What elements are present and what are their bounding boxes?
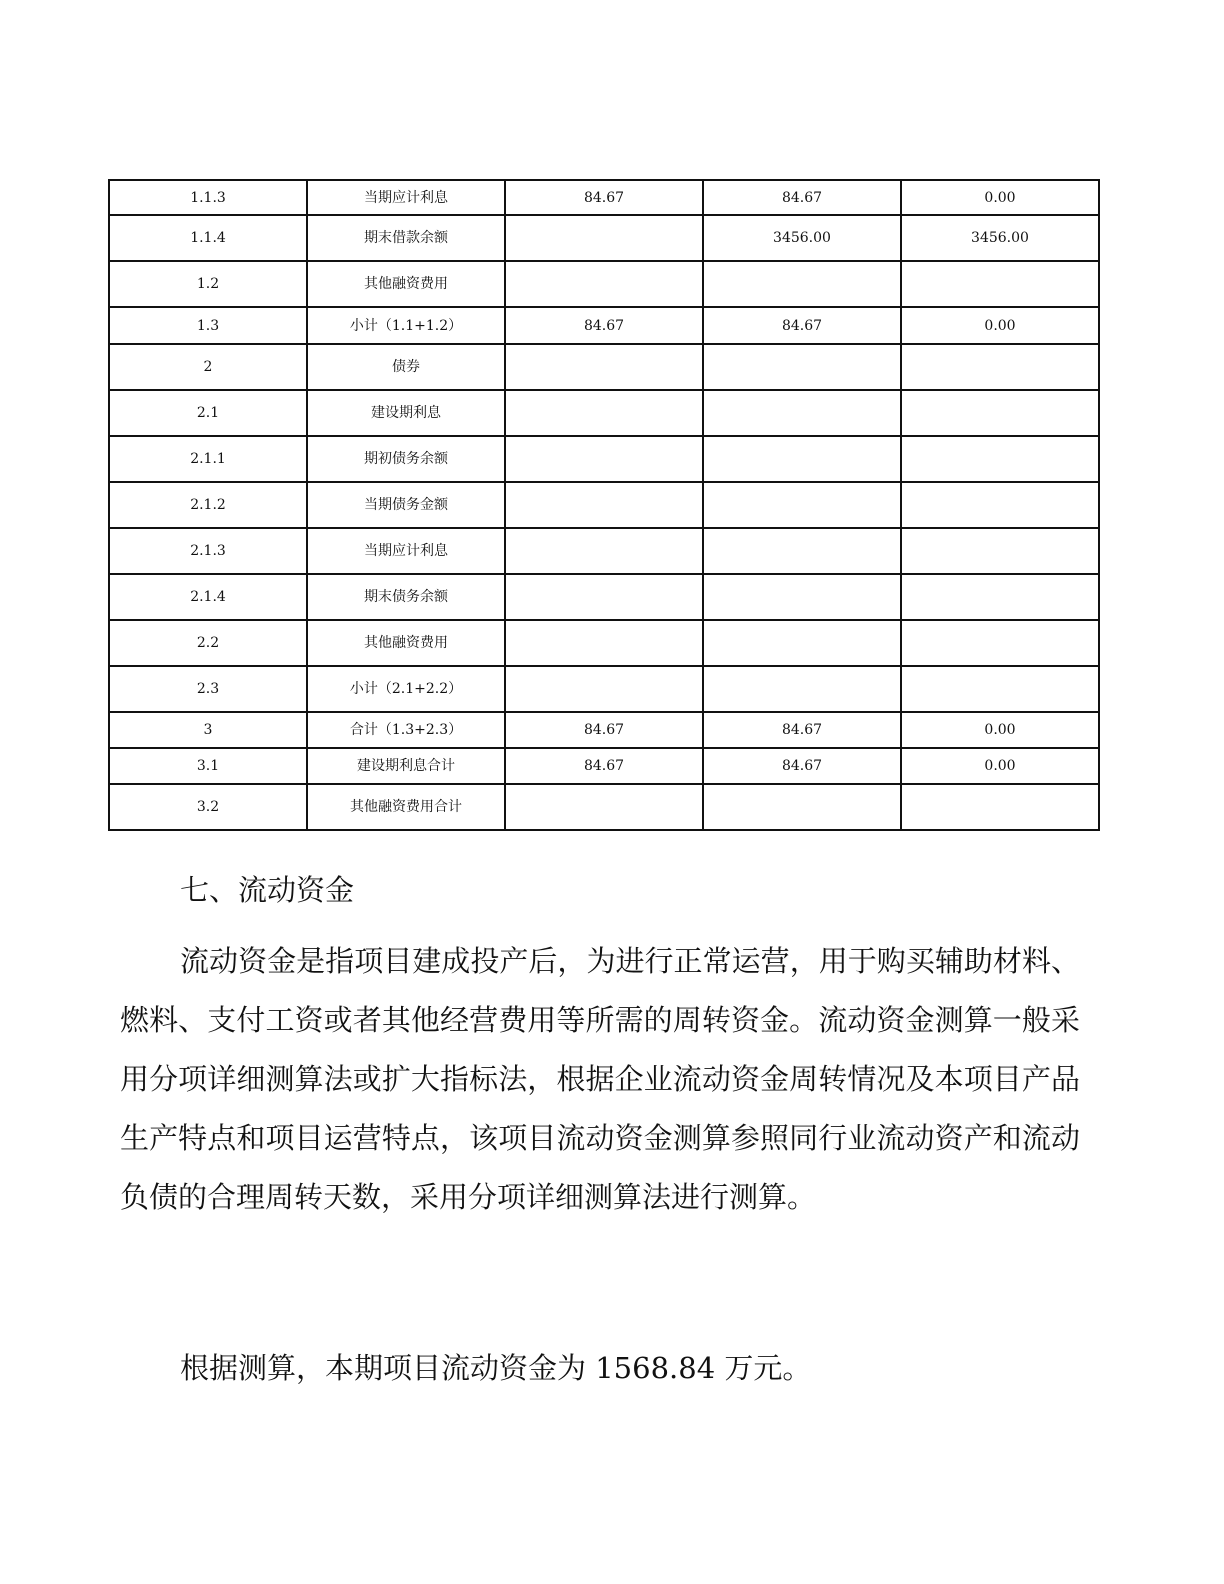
value-cell: 84.67 (703, 307, 901, 344)
row-name-cell: 其他融资费用 (307, 620, 505, 666)
table-row (109, 482, 1099, 528)
value-cell (703, 390, 901, 436)
value-cell (901, 620, 1099, 666)
row-name-cell: 当期债务金额 (307, 482, 505, 528)
row-name-cell: 当期应计利息 (307, 528, 505, 574)
value-cell: 84.67 (505, 307, 703, 344)
value-cell: 84.67 (505, 712, 703, 748)
value-cell (505, 666, 703, 712)
row-number-cell: 1.3 (109, 307, 307, 344)
table-row (109, 784, 1099, 830)
row-number-cell: 3.1 (109, 748, 307, 784)
row-number-cell: 1.1.4 (109, 215, 307, 261)
table-row (109, 180, 1099, 215)
table-row (109, 436, 1099, 482)
table-row (109, 390, 1099, 436)
row-name-cell: 期末债务余额 (307, 574, 505, 620)
table-row (109, 307, 1099, 344)
value-cell (505, 261, 703, 307)
value-cell (505, 620, 703, 666)
row-number-cell: 2.1.1 (109, 436, 307, 482)
value-cell (901, 666, 1099, 712)
row-name-cell: 债券 (307, 344, 505, 390)
value-cell (901, 436, 1099, 482)
value-cell (703, 344, 901, 390)
row-number-cell: 2 (109, 344, 307, 390)
financing-cost-table (108, 179, 1100, 831)
table-row (109, 666, 1099, 712)
value-cell: 3456.00 (703, 215, 901, 261)
value-cell (505, 215, 703, 261)
row-number-cell: 2.1.2 (109, 482, 307, 528)
value-cell (703, 784, 901, 830)
value-cell: 3456.00 (901, 215, 1099, 261)
row-name-cell: 建设期利息合计 (307, 748, 505, 784)
row-number-cell: 2.2 (109, 620, 307, 666)
table-row (109, 344, 1099, 390)
row-number-cell: 3 (109, 712, 307, 748)
row-number-cell: 1.1.3 (109, 180, 307, 215)
value-cell (703, 261, 901, 307)
value-cell: 0.00 (901, 712, 1099, 748)
value-cell: 84.67 (505, 748, 703, 784)
row-name-cell: 其他融资费用合计 (307, 784, 505, 830)
row-number-cell: 2.1 (109, 390, 307, 436)
row-number-cell: 2.3 (109, 666, 307, 712)
table-row (109, 620, 1099, 666)
row-number-cell: 3.2 (109, 784, 307, 830)
value-cell (901, 574, 1099, 620)
value-cell: 0.00 (901, 748, 1099, 784)
value-cell: 84.67 (703, 748, 901, 784)
table-row (109, 261, 1099, 307)
table-row (109, 574, 1099, 620)
value-cell (505, 574, 703, 620)
row-name-cell: 其他融资费用 (307, 261, 505, 307)
value-cell: 0.00 (901, 180, 1099, 215)
value-cell (901, 344, 1099, 390)
row-name-cell: 期末借款余额 (307, 215, 505, 261)
value-cell (505, 390, 703, 436)
row-number-cell: 2.1.4 (109, 574, 307, 620)
value-cell (505, 528, 703, 574)
value-cell (703, 620, 901, 666)
value-cell (901, 261, 1099, 307)
value-cell (901, 482, 1099, 528)
value-cell (901, 784, 1099, 830)
table-row (109, 528, 1099, 574)
body-paragraph: 流动资金是指项目建成投产后，为进行正常运营，用于购买辅助材料、燃料、支付工资或者其他经营费用等所需的周转资金。流动资金测算一般采用分项详细测算法或扩大指标法，根据企业流动资金周转情况及本项目产品生产特点和项目运营特点，该项目流动资金测算参照同行业流动资产和流动负债的合理周转天数，采用分项详细测算法进行测算。 (120, 944, 1080, 1214)
value-cell: 0.00 (901, 307, 1099, 344)
row-name-cell: 合计（1.3+2.3） (307, 712, 505, 748)
row-name-cell: 当期应计利息 (307, 180, 505, 215)
value-cell (703, 574, 901, 620)
row-name-cell: 小计（2.1+2.2） (307, 666, 505, 712)
value-cell (505, 784, 703, 830)
row-number-cell: 1.2 (109, 261, 307, 307)
conclusion-paragraph: 根据测算，本期项目流动资金为 1568.84 万元。 (180, 1351, 812, 1385)
value-cell (901, 390, 1099, 436)
row-name-cell: 建设期利息 (307, 390, 505, 436)
row-name-cell: 期初债务余额 (307, 436, 505, 482)
section-heading: 七、流动资金 (180, 873, 355, 907)
value-cell: 84.67 (703, 180, 901, 215)
value-cell: 84.67 (703, 712, 901, 748)
table-row (109, 215, 1099, 261)
table-row (109, 748, 1099, 784)
value-cell: 84.67 (505, 180, 703, 215)
value-cell (901, 528, 1099, 574)
value-cell (703, 482, 901, 528)
value-cell (505, 482, 703, 528)
table-row (109, 712, 1099, 748)
row-number-cell: 2.1.3 (109, 528, 307, 574)
row-name-cell: 小计（1.1+1.2） (307, 307, 505, 344)
value-cell (703, 666, 901, 712)
value-cell (505, 344, 703, 390)
value-cell (505, 436, 703, 482)
value-cell (703, 528, 901, 574)
value-cell (703, 436, 901, 482)
